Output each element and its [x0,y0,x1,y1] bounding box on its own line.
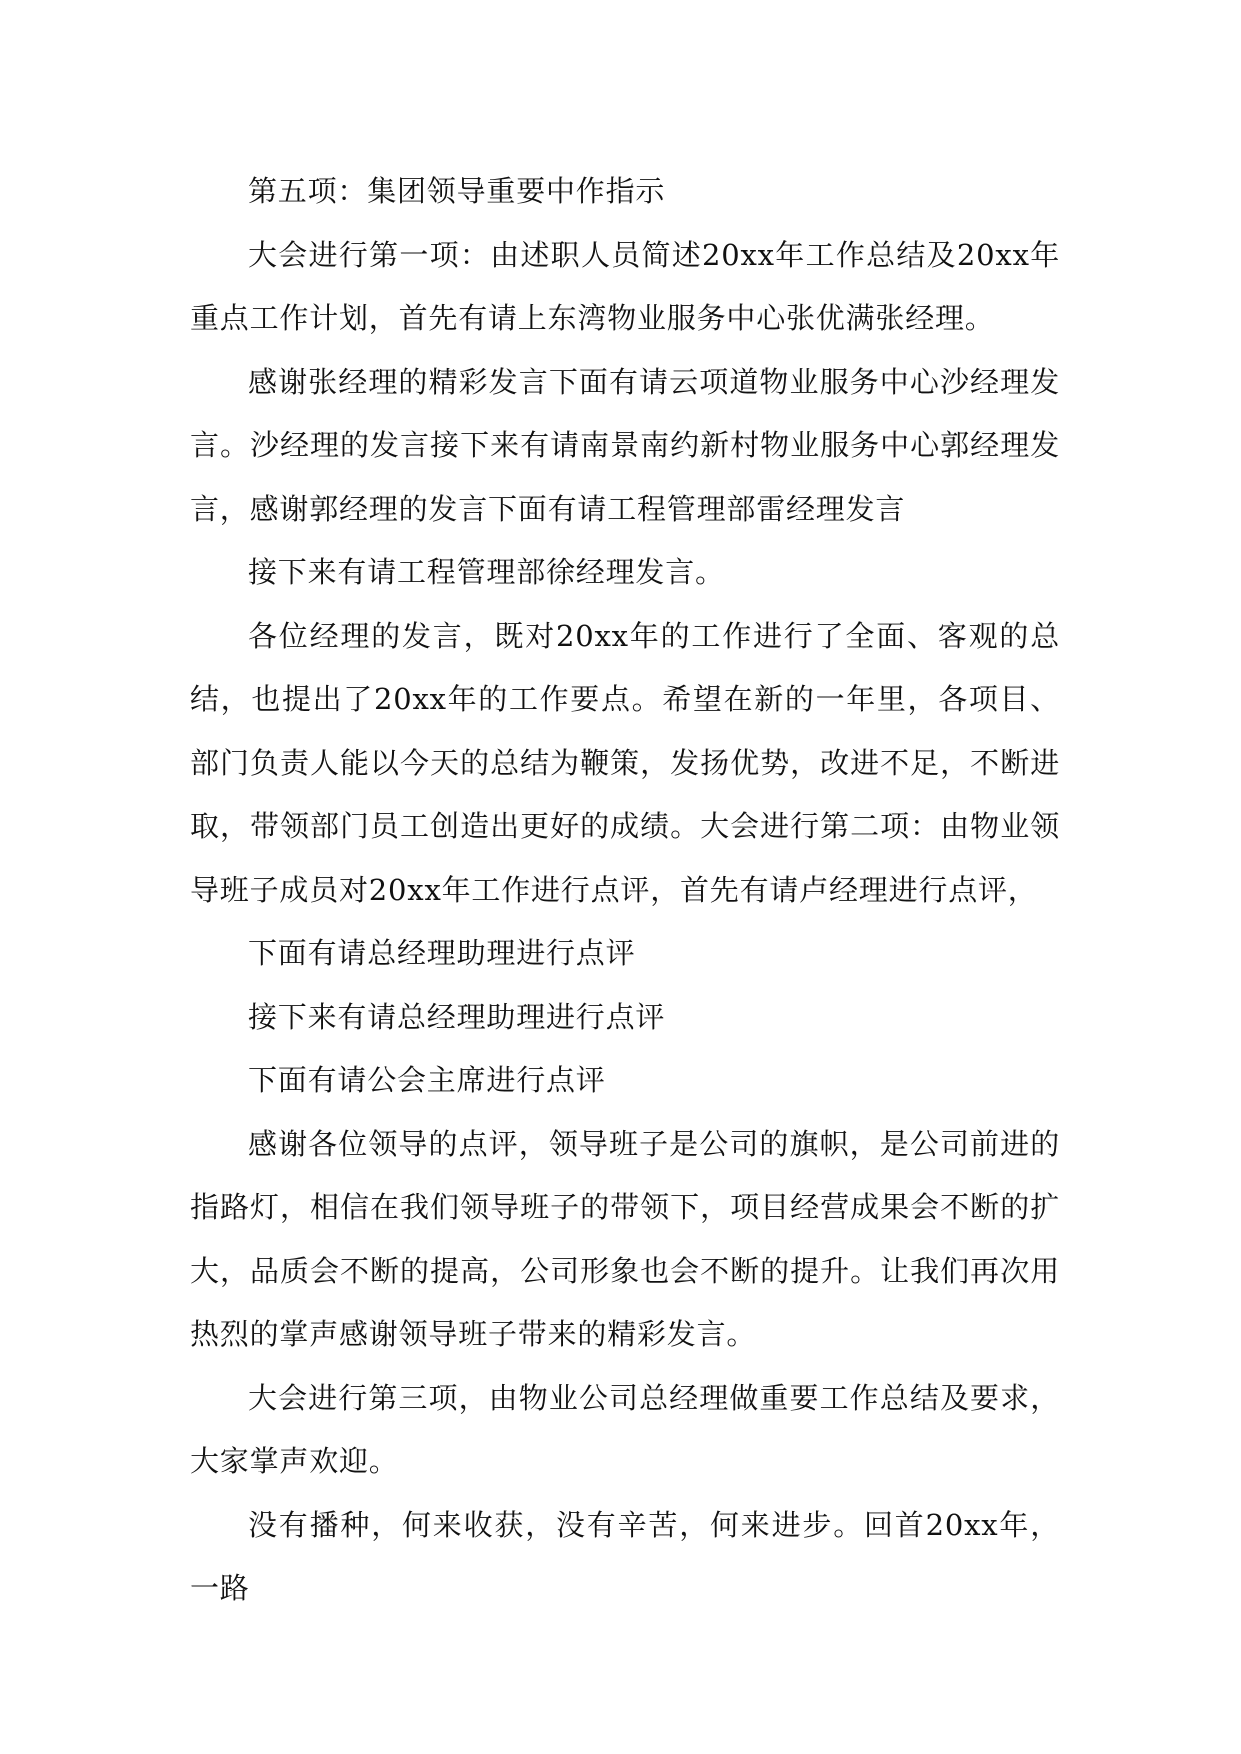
paragraph-speaker-thanks: 感谢张经理的精彩发言下面有请云项道物业服务中心沙经理发言。沙经理的发言接下来有请南景南约新村物业服务中心郭经理发言，感谢郭经理的发言下面有请工程管理部雷经理发言 [190,364,1060,526]
paragraph-leaders-thanks: 感谢各位领导的点评，领导班子是公司的旗帜，是公司前进的指路灯，相信在我们领导班子的带领下，项目经营成果会不断的扩大，品质会不断的提高，公司形象也会不断的提升。让我们再次用热烈的掌声感谢领导班子带来的精彩发言。 [190,1126,1060,1351]
paragraph-review-3: 下面有请公会主席进行点评 [248,1063,606,1097]
paragraph-next-speaker: 接下来有请工程管理部徐经理发言。 [248,555,725,589]
paragraph-closing: 没有播种，何来收获，没有辛苦，何来进步。回首20xx年，一路 [190,1507,1060,1605]
paragraph-third-item: 大会进行第三项，由物业公司总经理做重要工作总结及要求，大家掌声欢迎。 [190,1380,1060,1478]
paragraph-review-1: 下面有请总经理助理进行点评 [248,936,636,970]
paragraph-first-item: 大会进行第一项：由述职人员简述20xx年工作总结及20xx年重点工作计划，首先有请上东湾物业服务中心张优满张经理。 [190,237,1060,335]
agenda-item-five: 第五项：集团领导重要中作指示 [248,174,666,208]
document-page [190,160,1060,1621]
paragraph-review-2: 接下来有请总经理助理进行点评 [248,999,666,1034]
paragraph-managers-summary: 各位经理的发言，既对20xx年的工作进行了全面、客观的总结，也提出了20xx年的工作要点。希望在新的一年里，各项目、部门负责人能以今天的总结为鞭策，发扬优势，改进不足，不断进取，带领部门员工创造出更好的成绩。大会进行第二项：由物业领导班子成员对20xx年工作进行点评，首先有请卢经理进行点评， [190,618,1060,907]
